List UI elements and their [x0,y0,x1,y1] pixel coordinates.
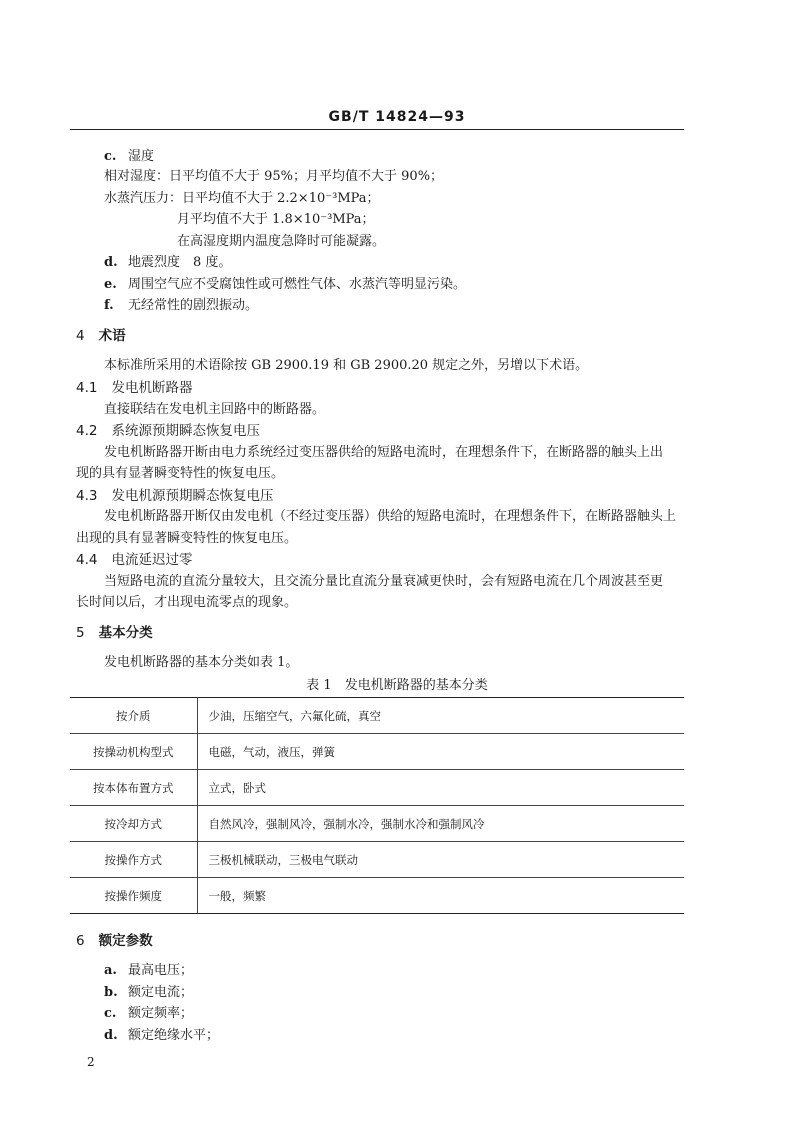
list-item-e [104,276,466,294]
section-4-heading [76,327,126,345]
term-4-3-body-2: 出现的具有显著瞬变特性的恢复电压。 [76,531,298,546]
table-cell-value: 少油，压缩空气，六氟化硫，真空 [197,698,684,734]
header-rule [70,129,684,130]
term-4-2-body-1: 发电机断路器开断由电力系统经过变压器供给的短路电流时，在理想条件下，在断路器的触头上出 [104,445,664,460]
list-marker: d. [104,255,118,270]
table-cell-value: 立式，卧式 [197,770,684,806]
list-item [104,1027,219,1045]
standard-code-header: GB/T 14824—93 [328,109,466,125]
list-marker: c. [104,149,117,164]
term-title: 系统源预期瞬态恢复电压 [111,423,260,439]
section-title: 基本分类 [98,625,153,641]
table-cell-label: 按操动机构型式 [70,734,197,770]
table-cell-label: 按操作频度 [70,878,197,914]
list-marker: f. [104,298,114,313]
section-6-heading [76,932,153,950]
list-item-f [104,297,258,315]
humidity-line: 相对湿度：日平均值不大于 95%；月平均值不大于 90%； [104,169,444,184]
list-item-d [104,254,231,272]
table-row [70,842,684,878]
page-number: 2 [87,1055,95,1069]
list-marker: e. [104,277,117,292]
list-text: 额定绝缘水平； [128,1028,220,1043]
vapor-line-2: 月平均值不大于 1.8×10⁻³MPa； [177,212,375,227]
list-text: 无经常性的剧烈振动。 [128,298,259,313]
term-number: 4.2 [76,423,98,439]
term-4-3-body-1: 发电机断路器开断仅由发电机（不经过变压器）供给的短路电流时，在理想条件下，在断路器触头上 [104,509,677,524]
list-marker: a. [104,963,117,978]
section-title: 额定参数 [98,933,153,949]
table-1-title: 表 1 发电机断路器的基本分类 [306,678,488,693]
term-4-4-body-2: 长时间以后，才出现电流零点的现象。 [76,595,298,610]
list-marker: b. [104,985,118,1000]
section-number: 5 [76,625,85,641]
term-title: 发电机源预期瞬态恢复电压 [111,488,274,504]
list-item-c [104,148,154,166]
table-row [70,734,684,770]
term-number: 4.3 [76,488,98,504]
list-text: 地震烈度 8 度。 [128,255,232,270]
section-number: 4 [76,328,85,344]
term-title: 发电机断路器 [111,380,193,396]
table-cell-value: 一般，频繁 [197,878,684,914]
term-4-1-body: 直接联结在发电机主回路中的断路器。 [104,402,326,417]
vapor-line-1: 水蒸汽压力：日平均值不大于 2.2×10⁻³MPa； [104,191,380,206]
table-row [70,878,684,914]
term-number: 4.1 [76,380,98,396]
section-5-heading [76,624,153,642]
vapor-line-3: 在高湿度期内温度急降时可能凝露。 [177,234,386,249]
list-text: 湿度 [128,149,155,164]
list-item [104,1005,193,1023]
table-cell-label: 按介质 [70,698,197,734]
table-cell-label: 按冷却方式 [70,806,197,842]
table-cell-value: 三极机械联动，三极电气联动 [197,842,684,878]
table-cell-value: 自然风冷，强制风冷，强制水冷，强制水冷和强制风冷 [197,806,684,842]
table-row [70,806,684,842]
term-4-3-heading [76,487,273,505]
list-marker: d. [104,1028,118,1043]
table-cell-value: 电磁，气动，液压，弹簧 [197,734,684,770]
list-text: 周围空气应不受腐蚀性或可燃性气体、水蒸汽等明显污染。 [128,277,467,292]
list-text: 最高电压； [128,963,194,978]
term-4-2-body-2: 现的具有显著瞬变特性的恢复电压。 [76,466,285,481]
list-marker: c. [104,1006,117,1021]
section-5-intro: 发电机断路器的基本分类如表 1。 [104,655,299,670]
list-item [104,962,193,980]
table-row [70,770,684,806]
section-4-intro: 本标准所采用的术语除按 GB 2900.19 和 GB 2900.20 规定之外，另增以下术语。 [104,358,589,373]
term-number: 4.4 [76,552,98,568]
table-row [70,698,684,734]
list-text: 额定电流； [128,985,194,1000]
classification-table [70,697,684,914]
section-title: 术语 [98,328,126,344]
term-4-4-body-1: 当短路电流的直流分量较大，且交流分量比直流分量衰减更快时，会有短路电流在几个周波甚至更 [104,574,664,589]
section-number: 6 [76,933,85,949]
list-text: 额定频率； [128,1006,194,1021]
term-4-4-heading [76,551,192,569]
term-title: 电流延迟过零 [111,552,193,568]
table-cell-label: 按操作方式 [70,842,197,878]
table-cell-label: 按本体布置方式 [70,770,197,806]
term-4-1-heading [76,379,192,397]
list-item [104,984,193,1002]
term-4-2-heading [76,422,260,440]
